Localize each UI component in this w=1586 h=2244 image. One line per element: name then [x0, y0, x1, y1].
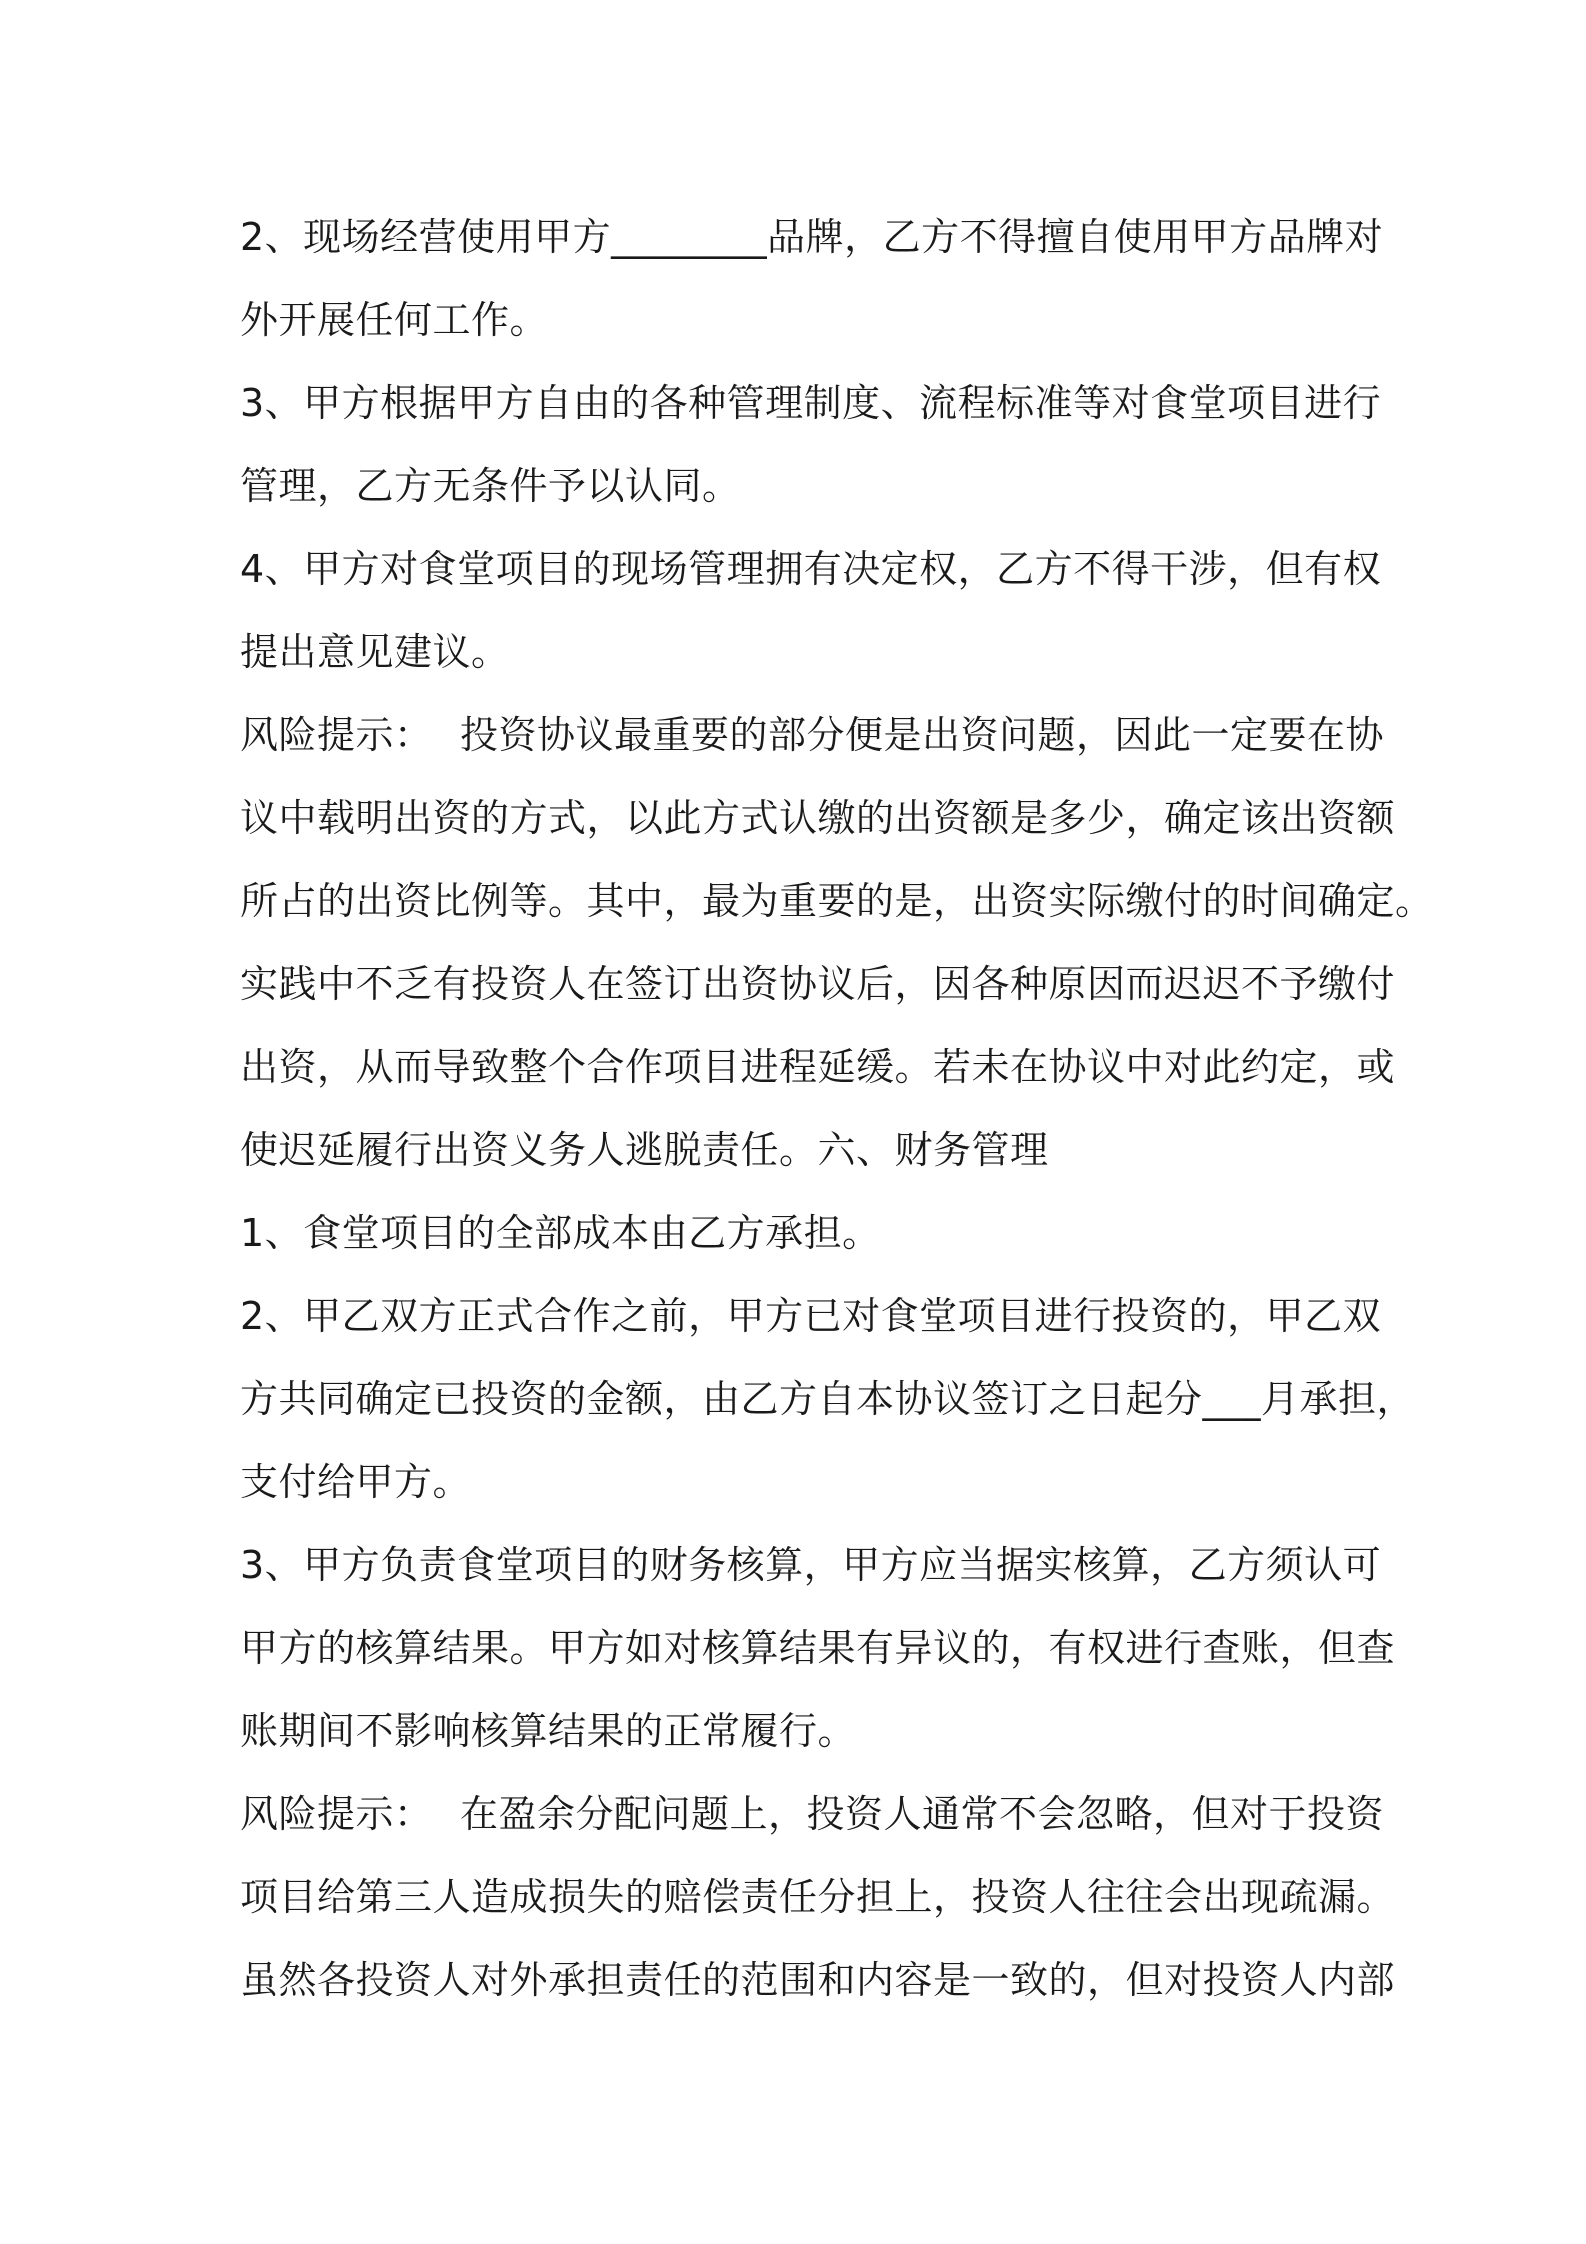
text-line: 虽然各投资人对外承担责任的范围和内容是一致的，但对投资人内部 [240, 1958, 1396, 2002]
document-body [240, 196, 1434, 2022]
text-line: 2、甲乙双方正式合作之前，甲方已对食堂项目进行投资的，甲乙双 [240, 1294, 1382, 1338]
text-line: 2、现场经营使用甲方________品牌，乙方不得擅自使用甲方品牌对 [240, 215, 1384, 259]
text-line: 外开展任何工作。 [240, 298, 549, 342]
risk-note-text: 在盈余分配问题上，投资人通常不会忽略，但对于投资 [460, 1792, 1385, 1836]
clause-3-management-system [240, 362, 1382, 528]
text-line [240, 1773, 1385, 1856]
text-line: 方共同确定已投资的金额，由乙方自本协议签订之日起分___月承担， [240, 1377, 1416, 1421]
clause-4-site-management [240, 528, 1382, 694]
text-line: 使迟延履行出资义务人逃脱责任。六、财务管理 [240, 1128, 1049, 1172]
text-line: 实践中不乏有投资人在签订出资协议后，因各种原因而迟迟不予缴付 [240, 962, 1396, 1006]
text-line: 1、食堂项目的全部成本由乙方承担。 [240, 1211, 881, 1255]
risk-note-text: 投资协议最重要的部分便是出资问题，因此一定要在协 [460, 713, 1385, 757]
risk-note-label: 风险提示： [240, 1792, 433, 1836]
finance-clause-1-costs [240, 1192, 1360, 1275]
risk-note-investment [240, 694, 1434, 1192]
clause-2-brand-usage [240, 196, 1384, 362]
finance-clause-2-prior-investment [240, 1275, 1416, 1524]
text-line: 3、甲方负责食堂项目的财务核算，甲方应当据实核算，乙方须认可 [240, 1543, 1382, 1587]
finance-clause-3-accounting [240, 1524, 1396, 1773]
text-line: 4、甲方对食堂项目的现场管理拥有决定权，乙方不得干涉，但有权 [240, 547, 1382, 591]
text-line: 项目给第三人造成损失的赔偿责任分担上，投资人往往会出现疏漏。 [240, 1875, 1396, 1919]
text-line: 支付给甲方。 [240, 1460, 472, 1504]
text-line: 甲方的核算结果。甲方如对核算结果有异议的，有权进行查账，但查 [240, 1626, 1396, 1670]
text-line: 所占的出资比例等。其中，最为重要的是，出资实际缴付的时间确定。 [240, 879, 1434, 923]
text-line [240, 694, 1385, 777]
text-line: 议中载明出资的方式，以此方式认缴的出资额是多少，确定该出资额 [240, 796, 1396, 840]
risk-note-label: 风险提示： [240, 713, 433, 757]
text-line: 提出意见建议。 [240, 630, 510, 674]
text-line: 3、甲方根据甲方自由的各种管理制度、流程标准等对食堂项目进行 [240, 381, 1382, 425]
text-line: 出资，从而导致整个合作项目进程延缓。若未在协议中对此约定，或 [240, 1045, 1396, 1089]
text-line: 账期间不影响核算结果的正常履行。 [240, 1709, 857, 1753]
risk-note-profit-distribution [240, 1773, 1396, 2022]
text-line: 管理，乙方无条件予以认同。 [240, 464, 741, 508]
